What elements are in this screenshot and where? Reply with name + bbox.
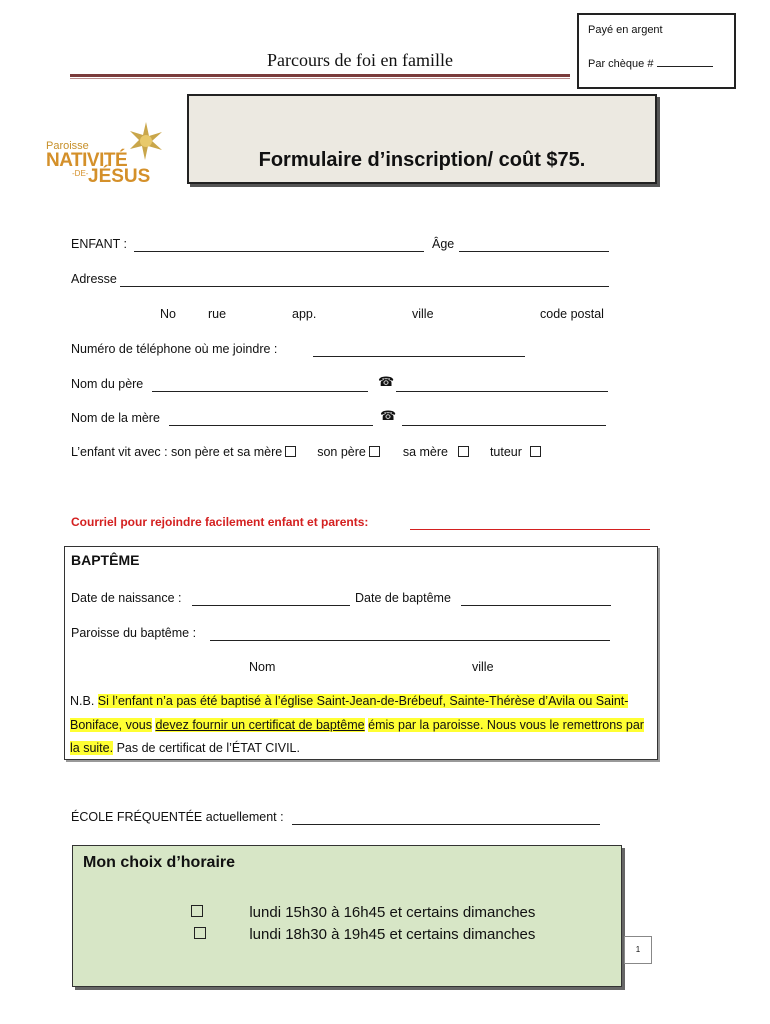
- note-highlight-2: émis par la paroisse. Nous vous le remettrons par la suite.: [70, 717, 644, 755]
- father-label: Nom du père: [71, 377, 144, 391]
- parish-nom-label: Nom: [249, 660, 276, 674]
- logo-de: -DE-: [72, 169, 89, 178]
- enfant-name-field[interactable]: [134, 250, 424, 252]
- bapteme-heading: BAPTÊME: [71, 552, 140, 568]
- page-header-title: Parcours de foi en famille: [267, 50, 453, 70]
- horaire-option-1[interactable]: [191, 904, 535, 921]
- logo-paroisse: Paroisse: [46, 140, 89, 152]
- checkbox-horaire-1[interactable]: [191, 905, 203, 917]
- adresse-field[interactable]: [120, 285, 609, 287]
- note-highlight-underlined: devez fournir un certificat de baptême: [155, 717, 365, 732]
- mother-phone-field[interactable]: [402, 424, 606, 426]
- checkbox-father[interactable]: [369, 446, 380, 457]
- parish-label: Paroisse du baptême :: [71, 626, 197, 640]
- checkbox-both-parents[interactable]: [285, 446, 296, 457]
- bapteme-date-label: Date de baptême: [355, 591, 451, 605]
- page-number: 1: [624, 936, 652, 964]
- age-field[interactable]: [459, 250, 609, 252]
- checkbox-mother[interactable]: [458, 446, 469, 457]
- horaire-option-1-label: lundi 15h30 à 16h45 et certains dimanches: [249, 904, 536, 921]
- parish-field[interactable]: [210, 639, 610, 641]
- bapteme-date-field[interactable]: [461, 604, 611, 606]
- lives-with-father-label: son père: [317, 445, 366, 459]
- birth-date-label: Date de naissance :: [71, 591, 182, 605]
- logo-nativite: NATIVITÉ: [46, 150, 128, 171]
- parish-logo: [44, 122, 164, 188]
- form-title-box: [187, 94, 657, 184]
- email-field[interactable]: [410, 528, 650, 530]
- ecole-field[interactable]: [292, 823, 600, 825]
- lives-with-tutor-label: tuteur: [489, 445, 522, 459]
- note-tail: Pas de certificat de l’ÉTAT CIVIL.: [116, 741, 300, 755]
- horaire-option-2-label: lundi 18h30 à 19h45 et certains dimanches: [249, 926, 536, 943]
- lives-with-row: [71, 445, 541, 459]
- phone-icon: ☎: [378, 374, 395, 389]
- cheque-number-field[interactable]: [657, 56, 713, 67]
- payment-box: [577, 13, 736, 89]
- phone-icon: ☎: [380, 408, 397, 423]
- logo-jesus: JÉSUS: [88, 166, 151, 187]
- email-label: Courriel pour rejoindre facilement enfant et parents:: [71, 515, 369, 529]
- address-part-rue: rue: [208, 307, 227, 321]
- payment-cash-label: Payé en argent: [588, 24, 663, 36]
- mother-label: Nom de la mère: [71, 411, 160, 425]
- checkbox-tutor[interactable]: [530, 446, 541, 457]
- address-part-ville: ville: [412, 307, 434, 321]
- father-name-field[interactable]: [152, 390, 368, 392]
- adresse-label: Adresse: [71, 272, 117, 286]
- form-title: Formulaire d’inscription/ coût $75.: [258, 149, 586, 171]
- birth-date-field[interactable]: [192, 604, 350, 606]
- lives-with-both-label: L’enfant vit avec : son père et sa mère: [71, 445, 283, 459]
- horaire-section: [72, 845, 622, 987]
- header-rule: [70, 74, 570, 77]
- address-part-app: app.: [292, 307, 317, 321]
- header-rule-thin: [70, 78, 570, 79]
- checkbox-horaire-2[interactable]: [194, 927, 206, 939]
- bapteme-note: [70, 690, 650, 761]
- note-highlight-1: Si l’enfant n’a pas été baptisé à l’église Saint-Jean-de-Brébeuf, Sainte-Thérèse d’Avila ou Saint-Boniface, vous: [70, 694, 629, 732]
- phone-label: Numéro de téléphone où me joindre :: [71, 342, 278, 356]
- address-part-code-postal: code postal: [540, 307, 604, 321]
- enfant-label: ENFANT :: [71, 237, 128, 251]
- lives-with-mother-label: sa mère: [402, 445, 448, 459]
- payment-cheque-label: Par chèque #: [588, 58, 654, 70]
- age-label: Âge: [432, 237, 455, 251]
- note-prefix: N.B.: [70, 694, 95, 708]
- father-phone-field[interactable]: [396, 390, 608, 392]
- parish-ville-label: ville: [472, 660, 494, 674]
- horaire-heading: Mon choix d’horaire: [83, 854, 236, 871]
- phone-field[interactable]: [313, 355, 525, 357]
- horaire-option-2[interactable]: [194, 926, 535, 943]
- address-part-no: No: [160, 307, 176, 321]
- mother-name-field[interactable]: [169, 424, 373, 426]
- ecole-label: ÉCOLE FRÉQUENTÉE actuellement :: [71, 810, 284, 824]
